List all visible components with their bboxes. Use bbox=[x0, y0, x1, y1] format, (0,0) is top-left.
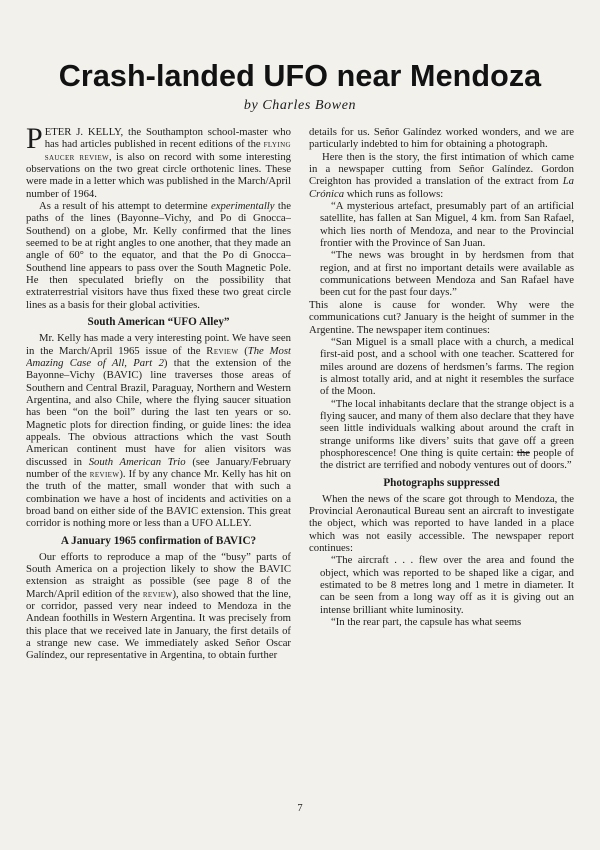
article-byline: by Charles Bowen bbox=[243, 98, 357, 113]
text-run: , is also on record with some interesting observations on the two great circle orthotenic lines. These were made in a letter which was published in the March/April number of 1964. bbox=[26, 150, 291, 200]
paragraph: This alone is cause for wonder. Why were the communications cut? January is the height of summer in the Argentine. The newspaper item continues: bbox=[309, 298, 574, 336]
publication-name: review bbox=[89, 467, 120, 480]
text-run: Mr. Kelly has made a very interesting point. We have seen in the March/April 1965 issue of the bbox=[26, 332, 291, 357]
text-run: As a result of his attempt to determine bbox=[39, 200, 212, 213]
left-column bbox=[26, 126, 291, 786]
paragraph: details for us. Señor Galíndez worked wonders, and we are particularly indebted to him for obtaining a photograph. bbox=[309, 126, 574, 151]
article-title: Crash-landed UFO near Mendoza bbox=[58, 59, 542, 93]
quote-paragraph: “A mysterious artefact, presumably part of an artificial satellite, has fallen at San Miguel, 4 km. from San Rafael, which lies north of Mendoza, and near to the Provincial frontier with the Province of San Juan. bbox=[320, 200, 574, 250]
paragraph bbox=[26, 200, 291, 311]
text-run: ), also showed that the line, or corridor, passed very near indeed to Mendoza in the Andean foothills in Western Argentina. It was precisely from this place that we received late in January, the first details of a strange new case. We immediately asked Señor Oscar Galíndez, our representative in Argentina, to obtain further bbox=[26, 587, 291, 662]
text-run: Here then is the story, the first intimation of which came in a newspaper cutting from Señor Galíndez. Gordon Creighton has provided a translation of the extract from bbox=[309, 150, 574, 188]
publication-name: Review bbox=[206, 344, 239, 357]
newspaper-name: La Crónica bbox=[309, 175, 574, 200]
quote-paragraph: “San Miguel is a small place with a church, a medical first-aid post, and a school with one teacher. Scattered for miles around are dozens of herdsmen’s farms. The region is almost totally arid, and at night it resembles the surface of the Moon. bbox=[320, 335, 574, 398]
quote-paragraph: “The news was brought in by herdsmen from that region, and at first no important details were available as communications between Mendoza and San Rafael have been cut for the past four days.” bbox=[320, 249, 574, 299]
text-run: (see January/February number of the bbox=[26, 455, 291, 480]
quote-paragraph: “In the rear part, the capsule has what seems bbox=[331, 616, 522, 629]
text-run: ) that the extension of the Bayonne–Vichy (BAVIC) line traverses those areas of Southern and Central Brazil, Paraguay, Northern and Western Argentina, and also Chile, where the flying saucer situation has been “on the boil” during the last ten years or so. Magnetic plots for direction finding, or guide lines: the idea appeals. The obvious attractions which the vast South American continent must have for alien visitors was discussed in bbox=[26, 356, 291, 468]
paragraph bbox=[309, 151, 574, 200]
article-body bbox=[26, 126, 574, 786]
paragraph: When the news of the scare got through to Mendoza, the Provincial Aeronautical Bureau sent an aircraft to investigate the object, which was reported to have landed in a place which was not easily accessible. The newspaper report continues: bbox=[309, 492, 574, 554]
text-run: ). If by any chance Mr. Kelly has hit on the truth of the matter, small wonder that with such a combination we have a host of incidents and activities on a broad band on either side of the BAVIC extension. This great corridor is nothing more or less than a UFO ALLEY. bbox=[26, 467, 291, 530]
quote-paragraph: “The aircraft . . . flew over the area and found the object, which was reported to be shaped like a cigar, and estimated to be 8 metres long and 1 metre in diameter. It can be seen from a long way off as it is giving out an intense brilliant white luminosity. bbox=[320, 554, 574, 616]
struck-word: the bbox=[516, 446, 530, 459]
paragraph bbox=[26, 551, 291, 662]
text-run: people of the district are terrified and nobody ventures out of doors.” bbox=[320, 446, 574, 472]
page-number: 7 bbox=[297, 803, 303, 814]
text-run: which runs as follows: bbox=[344, 187, 444, 200]
drop-cap: P bbox=[26, 126, 43, 155]
text-run: ( bbox=[238, 344, 248, 357]
paragraph bbox=[26, 126, 291, 200]
emphasis: experimentally bbox=[211, 200, 275, 213]
publication-name: flying saucer review bbox=[44, 138, 291, 163]
section-heading: Photographs suppressed bbox=[383, 476, 500, 489]
text-run: “The local inhabitants declare that the strange object is a flying saucer, and many of them also declare that they have seen little individuals walking about around the craft in strange uniforms like divers’ suits that gave off a green phosphorescence! One thing is quite certain: bbox=[320, 397, 574, 459]
section-heading: A January 1965 confirmation of BAVIC? bbox=[60, 534, 257, 547]
paragraph bbox=[26, 332, 291, 530]
article-reference: South American Trio bbox=[88, 455, 186, 468]
text-run: the paths of the lines (Bayonne–Vichy, and Po di Gnocca–Southend) on a globe, Mr. Kelly confirmed that the lines seemed to be at right angles to one another, that they made an angle of 60° to the equator, and that the Po di Gnocca–Southend line appears to pass over the South Magnetic Pole. He then speculated briefly on the possibility that extraterrestrial visitors have thus fixed these two great circle lines as a basis for their global activities. bbox=[26, 200, 291, 311]
right-column bbox=[309, 126, 574, 786]
article-reference: The Most Amazing Case of All, Part 2 bbox=[26, 344, 291, 369]
text-run: ETER J. KELLY, the Southampton school-master who has had articles published in recent editions of the bbox=[44, 126, 291, 151]
section-heading: South American “UFO Alley” bbox=[87, 316, 230, 329]
quote-paragraph bbox=[309, 398, 574, 472]
publication-name: review bbox=[142, 587, 173, 600]
text-run: Our efforts to reproduce a map of the “busy” parts of South America on a projection likely to show the BAVIC extension as straight as possible (see page 8 of the March/April edition of the bbox=[26, 550, 291, 600]
